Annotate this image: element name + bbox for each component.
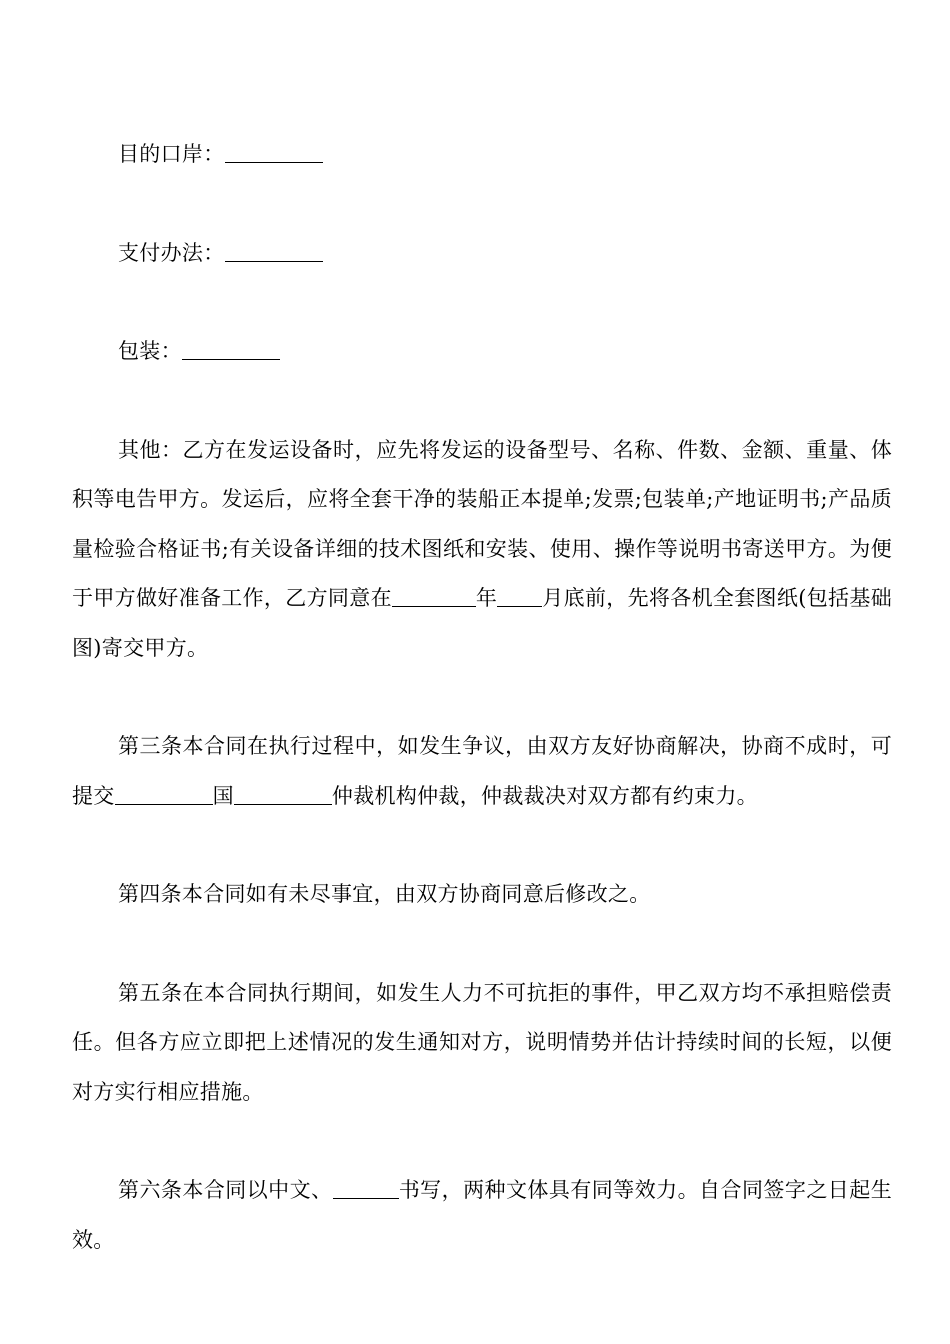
destination-port-label: 目的口岸： — [118, 142, 225, 166]
destination-port-line — [72, 130, 892, 180]
month-blank[interactable] — [497, 585, 542, 607]
article-3-text-2: 国 — [212, 783, 234, 808]
article-6-text-1: 第六条本合同以中文、 — [118, 1178, 333, 1202]
other-text-3: 月底前，先将各机全套图纸(包括基础图)寄交甲方。 — [72, 586, 893, 660]
article-4-paragraph: 第四条本合同如有未尽事宜，由双方协商同意后修改之。 — [118, 882, 651, 906]
article-6-paragraph — [72, 1166, 892, 1265]
country-blank[interactable] — [115, 783, 213, 805]
article-6-text-2: 书写，两种文体具有同等效力。自合同签字之日起生效。 — [72, 1178, 892, 1252]
arbitration-body-blank[interactable] — [234, 783, 332, 805]
packing-label: 包装： — [118, 339, 182, 363]
article-3-text-3: 仲裁机构仲裁，仲裁裁决对双方都有约束力。 — [331, 783, 758, 808]
article-3-paragraph — [72, 722, 892, 821]
year-blank[interactable] — [392, 585, 476, 607]
destination-port-blank[interactable] — [225, 141, 323, 163]
document-page — [72, 130, 892, 1314]
payment-method-blank[interactable] — [225, 240, 323, 262]
payment-method-label: 支付办法： — [118, 240, 225, 265]
packing-blank[interactable] — [182, 338, 280, 360]
payment-method-line — [72, 229, 892, 279]
other-paragraph — [72, 426, 892, 674]
article-5-paragraph: 第五条在本合同执行期间，如发生人力不可抗拒的事件，甲乙双方均不承担赔偿责任。但各方应立即把上述情况的发生通知对方，说明情势并估计持续时间的长短，以便对方实行相应措施。 — [72, 980, 892, 1104]
article-3-text-1: 第三条本合同在执行过程中，如发生争议，由双方友好协商解决，协商不成时，可提交 — [72, 734, 892, 808]
other-text-2: 年 — [475, 586, 498, 610]
packing-line — [72, 327, 892, 377]
other-text-1: 其他：乙方在发运设备时，应先将发运的设备型号、名称、件数、金额、重量、体积等电告甲方。发运后，应将全套干净的装船正本提单;发票;包装单;产地证明书;产品质量检验合格证书;有关设备详细的技术图纸和安装、使用、操作等说明书寄送甲方。为便于甲方做好准备工作，乙方同意在 — [72, 437, 892, 610]
second-language-blank[interactable] — [333, 1177, 399, 1199]
